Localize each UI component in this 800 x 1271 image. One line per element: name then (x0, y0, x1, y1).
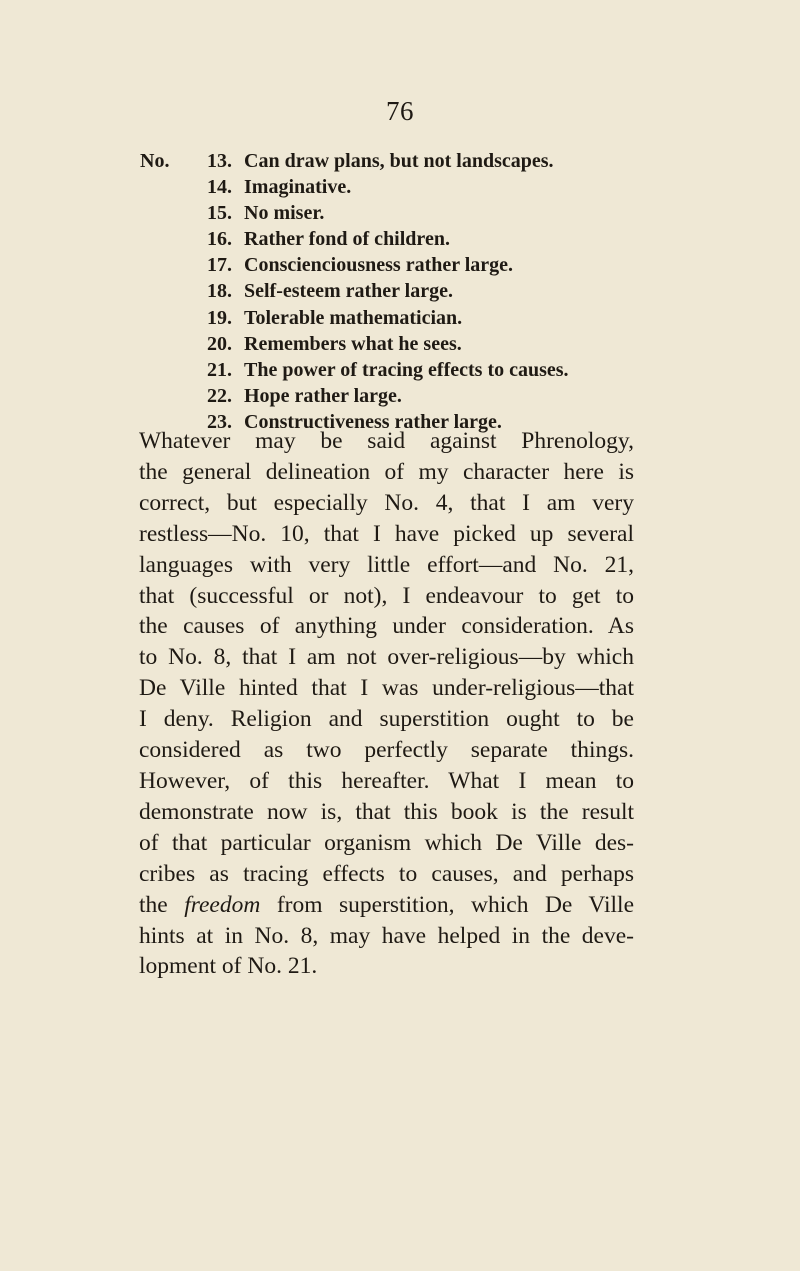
paragraph-line: that (successful or not), I endeavour to get to (139, 582, 634, 609)
paragraph-line: considered as two perfectly separate things. (139, 737, 634, 764)
list-item-number: 13. (207, 150, 232, 172)
paragraph-line: cribes as tracing effects to causes, and perhaps (139, 860, 634, 887)
list-item (0, 200, 800, 226)
list-item-number: 20. (207, 332, 232, 355)
paragraph-line: languages with very little effort—and No. 21, (139, 551, 634, 578)
list-item (0, 226, 800, 252)
paragraph-line: of that particular organism which De Ville des- (139, 829, 634, 856)
list-item-number: 17. (207, 254, 232, 277)
paragraph-line: lopment of No. 21. (139, 953, 318, 980)
list-item-text: Constructiveness rather large. (244, 410, 502, 433)
paragraph-line: demonstrate now is, that this book is the result (139, 798, 634, 825)
list-item (0, 174, 800, 200)
list-item-text: Conscienciousness rather large. (244, 254, 514, 277)
list-item-number: 16. (207, 228, 232, 251)
list-item-text: Hope rather large. (244, 384, 402, 407)
paragraph-text: from superstition, which De Ville (260, 891, 634, 918)
paragraph-line-freedom (139, 890, 634, 921)
list-item (0, 357, 800, 383)
list-item-text: The power of tracing effects to causes. (244, 358, 569, 381)
list-item-text: No miser. (244, 202, 325, 225)
list-item-text: Imaginative. (244, 176, 352, 199)
list-item-text: Rather fond of children. (244, 228, 450, 251)
list-item (0, 278, 800, 304)
list-item-text: Can draw plans, but not landscapes. (244, 150, 554, 172)
list-item-number: 21. (207, 358, 232, 381)
list-item-number: 18. (207, 280, 232, 303)
emphasized-word-freedom: freedom (184, 891, 261, 918)
paragraph-line: I deny. Religion and superstition ought to be (139, 706, 634, 733)
phrenology-list (0, 148, 800, 435)
paragraph-line: the general delineation of my character here is (139, 458, 634, 485)
paragraph-line: to No. 8, that I am not over-religious—by which (139, 644, 634, 671)
list-item-text: Tolerable mathematician. (244, 306, 463, 329)
list-item-number: 23. (207, 410, 232, 433)
list-item-number: 15. (207, 202, 232, 225)
list-item (0, 383, 800, 409)
list-item-number: 22. (207, 384, 232, 407)
paragraph-line: restless—No. 10, that I have picked up several (139, 520, 634, 547)
list-item-number: 19. (207, 306, 232, 329)
paragraph-text: the (139, 891, 185, 918)
list-item-text: Remembers what he sees. (244, 332, 462, 355)
paragraph-line: hints at in No. 8, may have helped in the deve- (139, 922, 634, 949)
paragraph-line: De Ville hinted that I was under-religious—that (139, 675, 634, 702)
list-item-prefix: No. (140, 150, 170, 172)
list-item-text: Self-esteem rather large. (244, 280, 453, 303)
paragraph-line: correct, but especially No. 4, that I am very (139, 489, 634, 516)
paragraph-line: Whatever may be said against Phrenology, (139, 428, 634, 454)
paragraph-line: the causes of anything under consideration. As (139, 613, 634, 640)
body-paragraph (139, 426, 634, 982)
paragraph-line: However, of this hereafter. What I mean to (139, 767, 634, 794)
list-item (0, 305, 800, 331)
list-item (0, 148, 800, 174)
list-item-number: 14. (207, 176, 232, 199)
list-item (0, 331, 800, 357)
page-number: 76 (386, 96, 414, 126)
list-item (0, 252, 800, 278)
